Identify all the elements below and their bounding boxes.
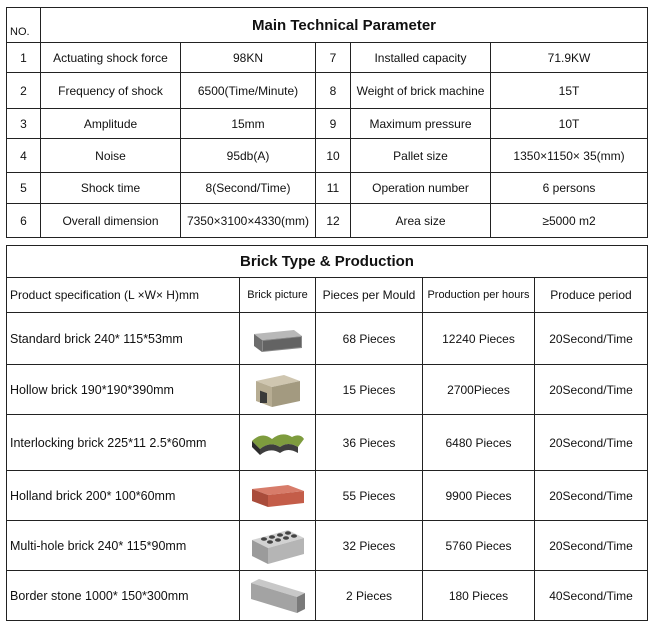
table-title-row (7, 246, 648, 278)
production-per-hour: 6480 Pieces (423, 415, 535, 471)
brick-picture (240, 415, 316, 471)
product-specification: Standard brick 240* 115*53mm (7, 313, 240, 365)
parameter-value: 15T (491, 73, 648, 109)
table-row (7, 109, 648, 139)
pieces-per-mould: 2 Pieces (316, 571, 423, 621)
brick-picture (240, 471, 316, 521)
produce-period: 20Second/Time (535, 521, 648, 571)
product-specification: Holland brick 200* 100*60mm (7, 471, 240, 521)
header-picture: Brick picture (240, 278, 316, 313)
brick-picture (240, 313, 316, 365)
product-specification: Border stone 1000* 150*300mm (7, 571, 240, 621)
table-title: Brick Type & Production (7, 246, 648, 278)
parameter-value: 10T (491, 109, 648, 139)
parameter-value: 6 persons (491, 173, 648, 204)
row-number: 9 (316, 109, 351, 139)
no-column-header: NO. (7, 8, 41, 43)
header-period: Produce period (535, 278, 648, 313)
table-row (7, 365, 648, 415)
brick-picture (240, 365, 316, 415)
produce-period: 20Second/Time (535, 365, 648, 415)
table-row (7, 173, 648, 204)
row-number: 5 (7, 173, 41, 204)
parameter-name: Pallet size (351, 139, 491, 173)
table-row (7, 73, 648, 109)
parameter-name: Shock time (41, 173, 181, 204)
header-pieces: Pieces per Mould (316, 278, 423, 313)
parameter-name: Area size (351, 204, 491, 238)
border-stone-icon (240, 575, 315, 617)
row-number: 12 (316, 204, 351, 238)
parameter-value: 7350×3100×4330(mm) (181, 204, 316, 238)
table-header-row (7, 278, 648, 313)
parameter-value: 1350×1150× 35(mm) (491, 139, 648, 173)
pieces-per-mould: 55 Pieces (316, 471, 423, 521)
row-number: 10 (316, 139, 351, 173)
interlocking-brick-icon (240, 427, 315, 459)
brick-picture (240, 521, 316, 571)
row-number: 2 (7, 73, 41, 109)
parameter-value: 95db(A) (181, 139, 316, 173)
parameter-name: Installed capacity (351, 43, 491, 73)
production-per-hour: 5760 Pieces (423, 521, 535, 571)
header-production: Production per hours (423, 278, 535, 313)
product-specification: Interlocking brick 225*11 2.5*60mm (7, 415, 240, 471)
parameter-value: 15mm (181, 109, 316, 139)
table-row (7, 313, 648, 365)
hollow-brick-icon (240, 371, 315, 409)
parameter-name: Weight of brick machine (351, 73, 491, 109)
technical-parameter-table (6, 7, 648, 238)
production-per-hour: 2700Pieces (423, 365, 535, 415)
row-number: 1 (7, 43, 41, 73)
product-specification: Multi-hole brick 240* 115*90mm (7, 521, 240, 571)
row-number: 8 (316, 73, 351, 109)
pieces-per-mould: 36 Pieces (316, 415, 423, 471)
table-row (7, 471, 648, 521)
row-number: 4 (7, 139, 41, 173)
produce-period: 20Second/Time (535, 313, 648, 365)
table-row (7, 139, 648, 173)
table-row (7, 204, 648, 238)
multi-hole-brick-icon (240, 526, 315, 566)
parameter-name: Amplitude (41, 109, 181, 139)
brick-picture (240, 571, 316, 621)
holland-brick-icon (240, 479, 315, 513)
standard-brick-icon (240, 322, 315, 356)
parameter-value: ≥5000 m2 (491, 204, 648, 238)
table-title-row (7, 8, 648, 43)
parameter-name: Frequency of shock (41, 73, 181, 109)
table-row (7, 521, 648, 571)
table-row (7, 43, 648, 73)
parameter-name: Overall dimension (41, 204, 181, 238)
parameter-name: Noise (41, 139, 181, 173)
table-row (7, 571, 648, 621)
produce-period: 20Second/Time (535, 471, 648, 521)
production-per-hour: 9900 Pieces (423, 471, 535, 521)
product-specification: Hollow brick 190*190*390mm (7, 365, 240, 415)
pieces-per-mould: 32 Pieces (316, 521, 423, 571)
produce-period: 20Second/Time (535, 415, 648, 471)
brick-production-table (6, 245, 648, 621)
parameter-value: 6500(Time/Minute) (181, 73, 316, 109)
parameter-value: 71.9KW (491, 43, 648, 73)
production-per-hour: 12240 Pieces (423, 313, 535, 365)
pieces-per-mould: 68 Pieces (316, 313, 423, 365)
row-number: 6 (7, 204, 41, 238)
row-number: 7 (316, 43, 351, 73)
production-per-hour: 180 Pieces (423, 571, 535, 621)
header-spec: Product specification (L ×W× H)mm (7, 278, 240, 313)
parameter-name: Operation number (351, 173, 491, 204)
row-number: 3 (7, 109, 41, 139)
table-row (7, 415, 648, 471)
produce-period: 40Second/Time (535, 571, 648, 621)
pieces-per-mould: 15 Pieces (316, 365, 423, 415)
table-title: Main Technical Parameter (41, 8, 648, 43)
parameter-name: Maximum pressure (351, 109, 491, 139)
parameter-value: 98KN (181, 43, 316, 73)
row-number: 11 (316, 173, 351, 204)
parameter-name: Actuating shock force (41, 43, 181, 73)
parameter-value: 8(Second/Time) (181, 173, 316, 204)
